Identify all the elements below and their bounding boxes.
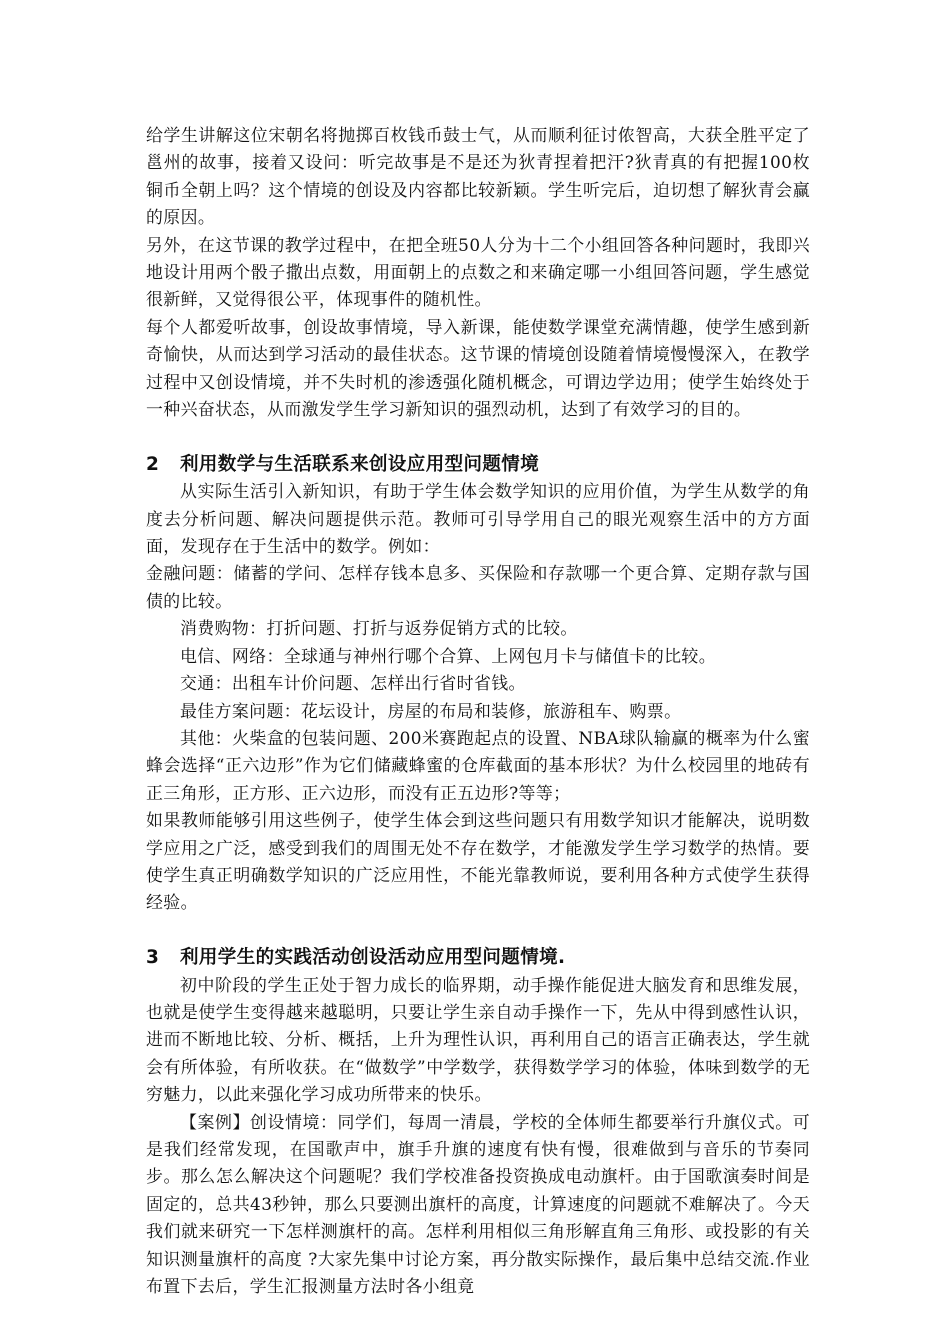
section-3-intro: 初中阶段的学生正处于智力成长的临界期，动手操作能促进大脑发育和思维发展，也就是使学生变得越来越聪明，只要让学生亲自动手操作一下，先从中得到感性认识，进而不断地比较、分析、概括，上升为理性认识，再利用自己的语言正确表达，学生就会有所体验，有所收获。在“做数学”中学数学，获得数学学习的体验，体味到数学的无穷魅力，以此来强化学习成功所带来的快乐。 — [146, 974, 810, 1105]
example-telecom: 电信、网络：全球通与神州行哪个合算、上网包月卡与储值卡的比较。 — [180, 645, 717, 666]
paragraph-dice-grouping: 另外，在这节课的教学过程中，在把全班50人分为十二个小组回答各种问题时，我即兴地设计用两个骰子撒出点数，用面朝上的点数之和来确定哪一小组回答问题，学生感觉很新鲜，又觉得很公平，体现事件的随机性。 — [146, 234, 810, 310]
example-finance: 金融问题：储蓄的学问、怎样存钱本息多、买保险和存款哪一个更合算、定期存款与国债的比较。 — [146, 563, 810, 611]
section-2-heading — [146, 451, 810, 478]
section-3-heading — [146, 944, 810, 971]
example-shopping: 消费购物：打折问题、打折与返券促销方式的比较。 — [180, 618, 578, 639]
section-2-conclusion: 如果教师能够引用这些例子，使学生体会到这些问题只有用数学知识才能解决，说明数学应用之广泛，感受到我们的周围无处不存在数学，才能激发学生学习数学的热情。要使学生真正明确数学知识的广泛应用性，不能光靠教师说，要利用各种方式使学生获得经验。 — [146, 810, 810, 913]
section-spacer — [146, 423, 810, 450]
section-3-case: 【案例】创设情境：同学们，每周一清晨，学校的全体师生都要举行升旗仪式。可是我们经常发现，在国歌声中，旗手升旗的速度有快有慢，很难做到与音乐的节奏同步。那么怎么解决这个问题呢？我们学校准备投资换成电动旗杆。由于国歌演奏时间是固定的，总共43秒钟，那么只要测出旗杆的高度，计算速度的问题就不难解决了。今天我们就来研究一下怎样测旗杆的高。怎样利用相似三角形解直角三角形、或投影的有关知识测量旗杆的高度 ?大家先集中讨论方案，再分散实际操作，最后集中总结交流.作业布置下去后，学生汇报测量方法时各小组竟 — [146, 1111, 810, 1297]
section-2-intro: 从实际生活引入新知识，有助于学生体会数学知识的应用价值，为学生从数学的角度去分析问题、解决问题提供示范。教师可引导学用自己的眼光观察生活中的方方面面，发现存在于生活中的数学。例如： — [146, 481, 810, 557]
section-2-number: 2 — [146, 453, 160, 475]
paragraph-story-summary: 每个人都爱听故事，创设故事情境，导入新课，能使数学课堂充满情趣，使学生感到新奇愉快，从而达到学习活动的最佳状态。这节课的情境创设随着情境慢慢深入，在教学过程中又创设情境，并不失时机的渗透强化随机概念，可谓边学边用；使学生始终处于一种兴奋状态，从而激发学生学习新知识的强烈动机，达到了有效学习的目的。 — [146, 316, 810, 420]
section-2-title: 利用数学与生活联系来创设应用型问题情境 — [180, 453, 540, 475]
section-3-number: 3 — [146, 947, 160, 969]
paragraph-story-ending: 给学生讲解这位宋朝名将抛掷百枚钱币鼓士气，从而顺利征讨侬智高，大获全胜平定了邕州的故事，接着又设问：听完故事是不是还为狄青捏着把汗?狄青真的有把握100枚铜币全朝上吗？这个情境的创设及内容都比较新颖。学生听完后，迫切想了解狄青会赢的原因。 — [146, 125, 810, 228]
example-traffic: 交通：出租车计价问题、怎样出行省时省钱。 — [180, 673, 526, 694]
section-spacer — [146, 917, 810, 944]
example-other: 其他：火柴盒的包装问题、200米赛跑起点的设置、NBA球队输赢的概率为什么蜜蜂会选择“正六边形”作为它们储藏蜂蜜的仓库截面的基本形状？为什么校园里的地砖有正三角形，正方形、正六边形，而没有正五边形?等等； — [146, 727, 810, 803]
example-best-plan: 最佳方案问题：花坛设计，房屋的布局和装修，旅游租车、购票。 — [180, 700, 682, 721]
section-3-title: 利用学生的实践活动创设活动应用型问题情境. — [180, 947, 566, 969]
document-page — [146, 122, 810, 1300]
